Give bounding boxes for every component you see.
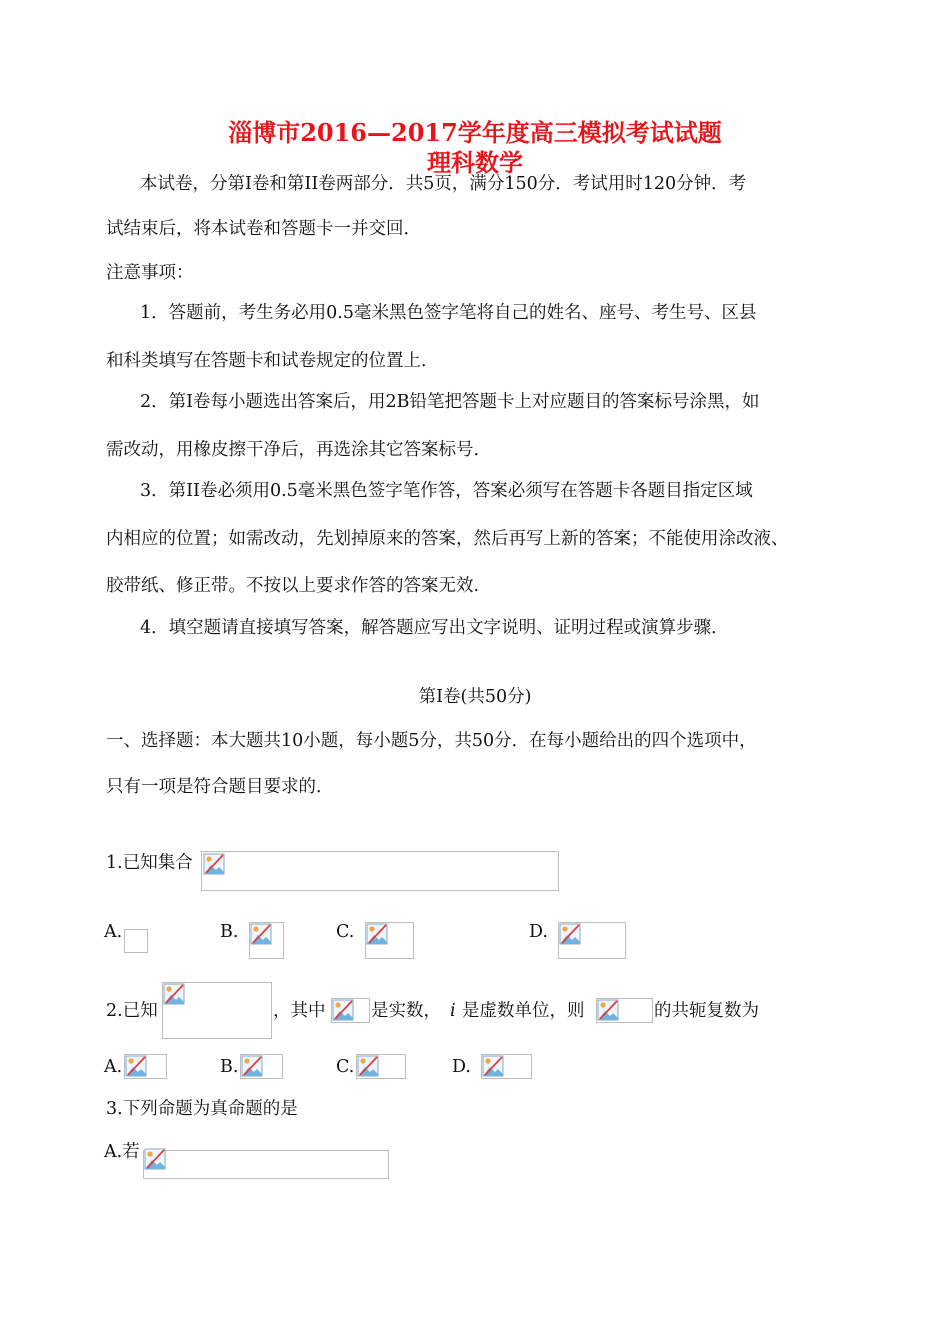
- section-line-1: 一、选择题：本大题共10小题，每小题5分，共50分．在每小题给出的四个选项中，: [106, 731, 757, 751]
- broken-image-icon: [241, 1055, 263, 1077]
- note-2-line-2: 需改动，用橡皮擦干净后，再选涂其它答案标号．: [106, 440, 491, 460]
- note-1-line-1: 1．答题前，考生务必用0.5毫米黑色签字笔将自己的姓名、座号、考生号、区县: [140, 303, 757, 323]
- broken-image-icon: [250, 923, 272, 945]
- note-2-line-1: 2．第I卷每小题选出答案后，用2B铅笔把答题卡上对应题目的答案标号涂黑，如: [140, 392, 760, 412]
- q1-option-a-image: [124, 929, 148, 953]
- q3-stem: 3.下列命题为真命题的是: [106, 1099, 298, 1119]
- part1-heading: 第I卷(共50分): [418, 687, 532, 707]
- broken-image-icon: [125, 1055, 147, 1077]
- q3-option-a-image: [143, 1150, 389, 1179]
- note-3-line-2: 内相应的位置；如需改动，先划掉原来的答案，然后再写上新的答案；不能使用涂改液、: [106, 529, 789, 549]
- q2-stem-a: 2.已知: [106, 1001, 158, 1021]
- broken-image-icon: [559, 923, 581, 945]
- q1-option-c-label: C.: [336, 922, 355, 942]
- q1-stem: 1.已知集合: [106, 853, 193, 873]
- q1-option-d-label: D.: [529, 922, 548, 942]
- notes-heading: 注意事项：: [106, 263, 194, 283]
- broken-image-icon: [482, 1055, 504, 1077]
- broken-image-icon: [203, 853, 225, 875]
- q1-formula-image: [201, 851, 559, 891]
- q2-stem-e: 的共轭复数为: [654, 1001, 759, 1021]
- page-subtitle: 理科数学: [427, 148, 523, 177]
- broken-image-icon: [357, 1055, 379, 1077]
- q2-option-a-label: A.: [104, 1057, 123, 1077]
- note-3-line-1: 3．第II卷必须用0.5毫米黑色签字笔作答，答案必须写在答题卡各题目指定区域: [140, 481, 753, 501]
- page-title: 淄博市2016—2017学年度高三模拟考试试题: [228, 118, 722, 147]
- broken-image-icon: [366, 923, 388, 945]
- q2-stem-d: 是虚数单位，则: [462, 1001, 585, 1021]
- broken-image-icon: [144, 1148, 166, 1170]
- note-1-line-2: 和科类填写在答题卡和试卷规定的位置上．: [106, 351, 439, 371]
- note-3-line-3: 胶带纸、修正带。不按以上要求作答的答案无效.: [106, 576, 480, 596]
- q2-stem-b: ，其中: [273, 1001, 326, 1021]
- q2-option-d-label: D.: [452, 1057, 471, 1077]
- q1-option-a-label: A.: [104, 922, 123, 942]
- q2-imaginary-i: i: [450, 1001, 456, 1021]
- q3-option-a-label: A.若: [104, 1142, 140, 1162]
- broken-image-icon: [332, 999, 354, 1021]
- broken-image-icon: [597, 999, 619, 1021]
- intro-line-2: 试结束后，将本试卷和答题卡一并交回．: [106, 219, 421, 239]
- q2-option-b-label: B.: [220, 1057, 239, 1077]
- note-4-line-1: 4．填空题请直接填写答案，解答题应写出文字说明、证明过程或演算步骤．: [140, 618, 729, 638]
- q1-option-b-label: B.: [220, 922, 239, 942]
- intro-line-1: 本试卷，分第I卷和第II卷两部分．共5页，满分150分．考试用时120分钟．考: [140, 174, 747, 194]
- q2-stem-c: 是实数，: [371, 1001, 441, 1021]
- q2-option-c-label: C.: [336, 1057, 355, 1077]
- section-line-2: 只有一项是符合题目要求的．: [106, 777, 334, 797]
- broken-image-icon: [163, 983, 185, 1005]
